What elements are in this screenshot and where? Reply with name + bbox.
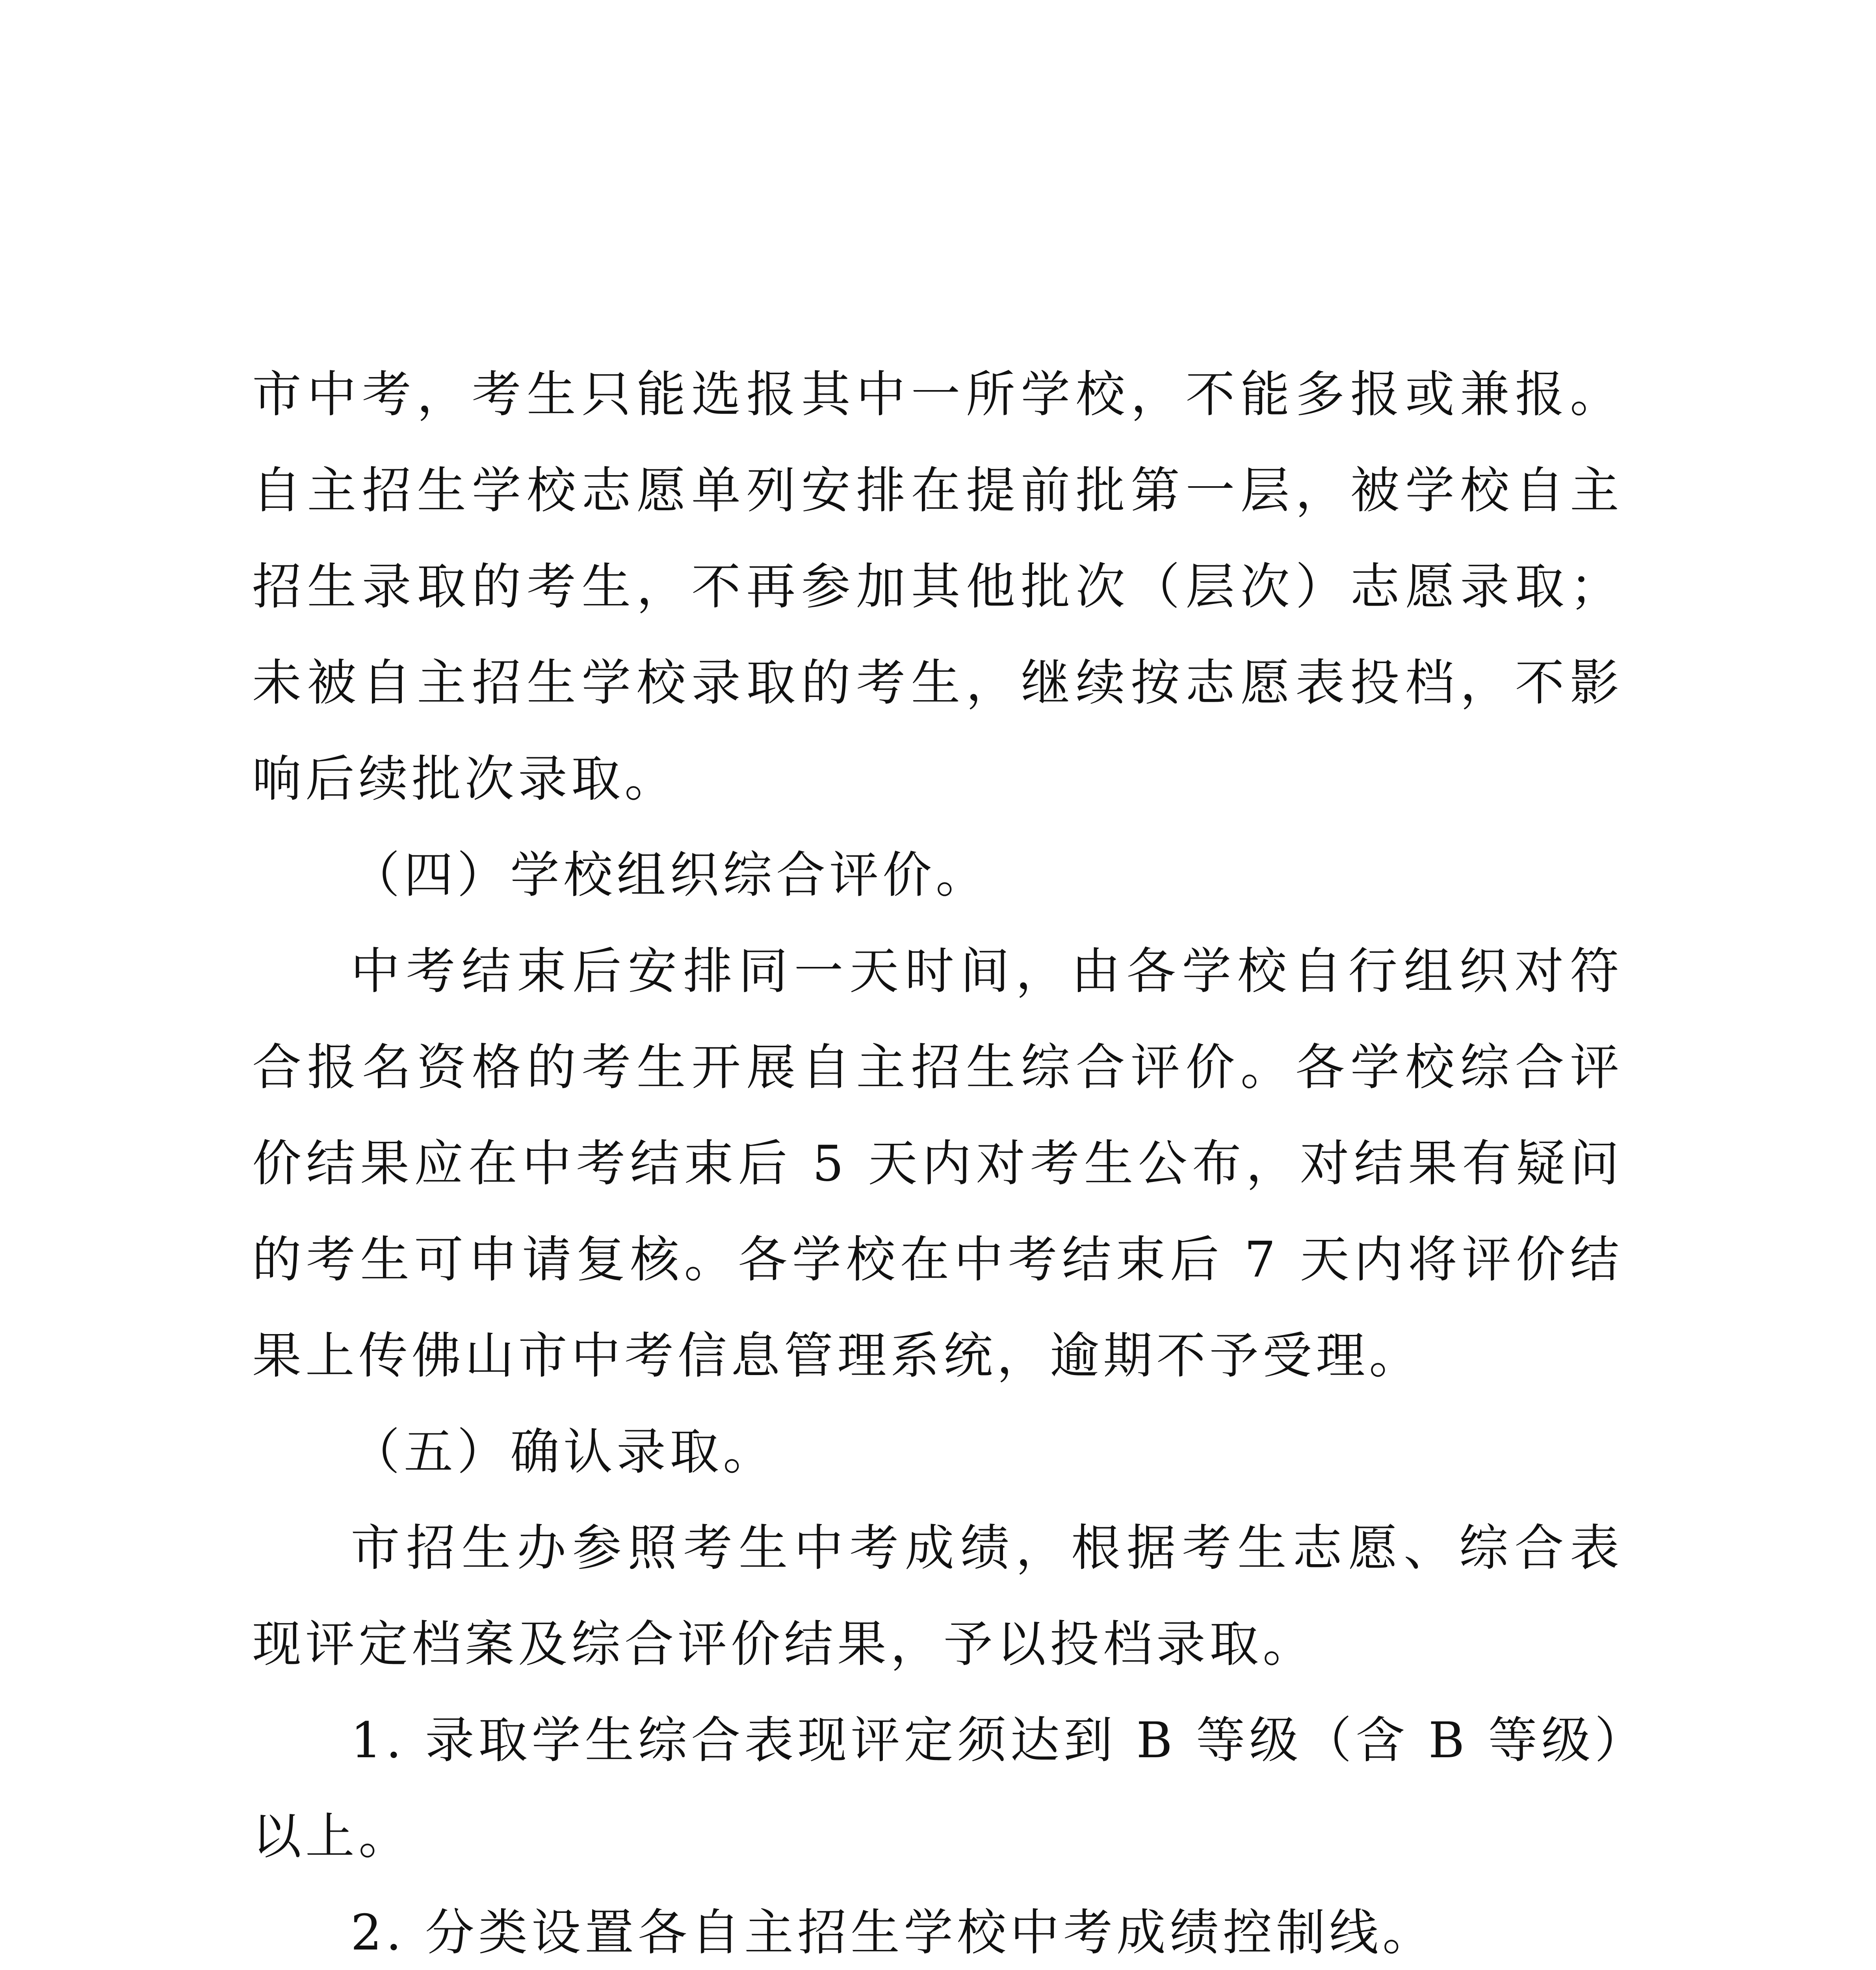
section-heading-five: （五）确认录取。 xyxy=(351,1424,776,1481)
document-body xyxy=(252,347,1623,1970)
paragraph-comprehensive-evaluation: 中考结束后安排同一天时间，由各学校自行组织对符合报名资格的考生开展自主招生综合评价。各学校综合评价结果应在中考结束后 5 天内对考生公布，对结果有疑问的考生可申请复核。各学校在中考结束后 7 天内将评价结果上传佛山市中考信息管理系统，逾期不予受理。 xyxy=(252,943,1623,1385)
list-item-grade-requirement: 1. 录取学生综合表现评定须达到 B 等级（含 B 等级）以上。 xyxy=(252,1712,1623,1865)
section-heading-four: （四）学校组织综合评价。 xyxy=(351,847,989,904)
paragraph-admission-rules: 市中考，考生只能选报其中一所学校，不能多报或兼报。自主招生学校志愿单列安排在提前批第一层，被学校自主招生录取的考生，不再参加其他批次（层次）志愿录取；未被自主招生学校录取的考生，继续按志愿表投档，不影响后续批次录取。 xyxy=(252,366,1623,808)
paragraph-admission-confirmation: 市招生办参照考生中考成绩，根据考生志愿、综合表现评定档案及综合评价结果，予以投档录取。 xyxy=(252,1520,1623,1673)
list-item-score-threshold: 2. 分类设置各自主招生学校中考成绩控制线。 xyxy=(351,1904,1436,1961)
